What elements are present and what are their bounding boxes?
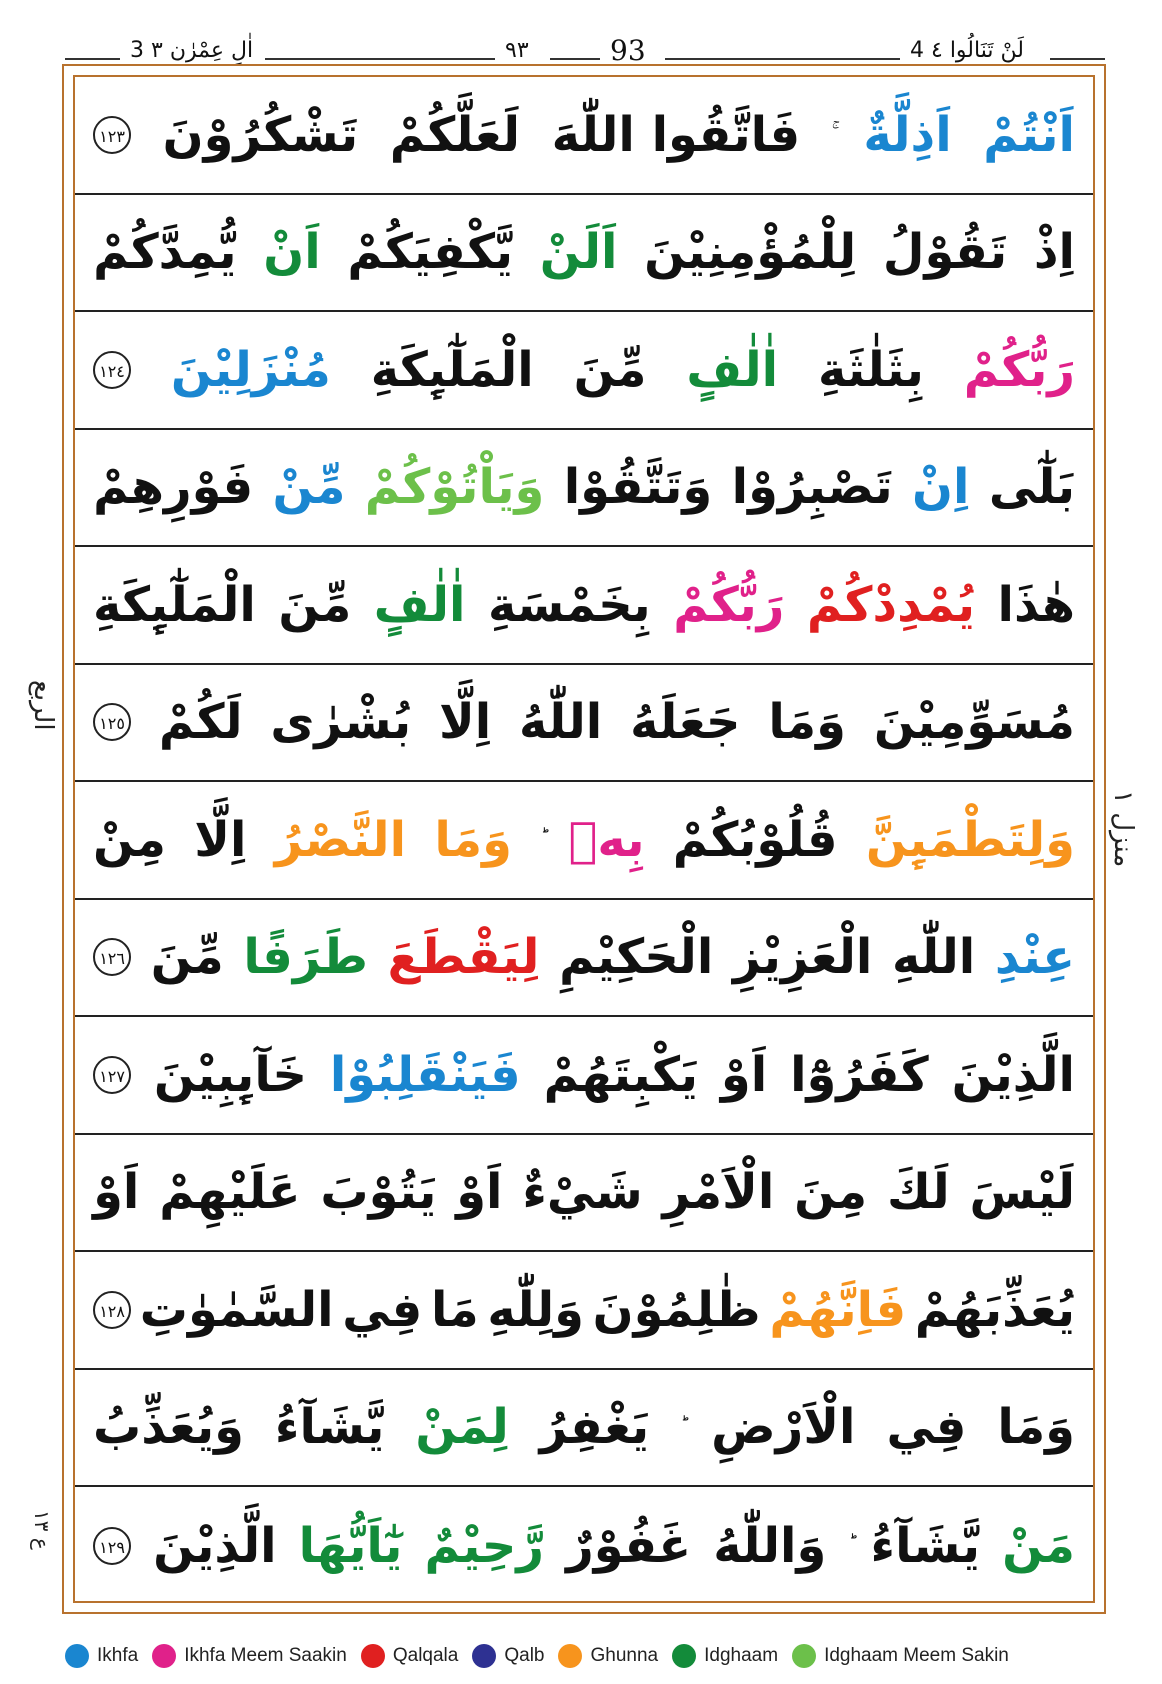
verse-word: يٰٓاَيُّهَا: [298, 1517, 403, 1574]
header-rule: [265, 58, 495, 60]
verse-word: مِّنْ: [272, 459, 346, 516]
text-line: [75, 1487, 1093, 1605]
verse-word: فِي: [886, 1399, 967, 1456]
verse-word: وَلِلّٰهِ: [487, 1281, 584, 1338]
verse-word: اِلَّا: [194, 811, 247, 868]
verse-word: يَّشَآءُ: [870, 1517, 980, 1574]
header-rule: [1050, 58, 1105, 60]
verse-word: وَاللّٰهُ: [713, 1517, 827, 1574]
verse-word: تَشْكُرُوْنَ: [162, 106, 359, 163]
verse-word: بِثَلٰثَةِ: [817, 341, 924, 398]
ayah-number: ١٢٨: [93, 1291, 131, 1329]
verse-word: وَيَاْتُوْكُمْ: [364, 459, 545, 516]
text-line: [75, 195, 1093, 313]
verse-word: اَوْ: [720, 1046, 768, 1103]
verse-word: وَمَا: [768, 694, 846, 751]
verse-word: النَّصْرُ: [274, 811, 407, 868]
text-line: [75, 665, 1093, 783]
verse-word: لِمَنْ: [415, 1399, 509, 1456]
legend-dot-icon: [792, 1644, 816, 1668]
text-line: [75, 430, 1093, 548]
verse-word: فِي: [342, 1281, 423, 1338]
text-line: [75, 547, 1093, 665]
tajweed-legend: [65, 1640, 1125, 1672]
juz-name: 4 لَنْ تَنَالُوا ٤: [910, 38, 1024, 63]
verse-word: مِّنَ: [278, 576, 352, 633]
verse-word: لَكُمْ: [158, 694, 243, 751]
verse-word: يُّمِدَّكُمْ: [93, 224, 237, 281]
verse-word: ظٰلِمُوْنَ: [592, 1281, 761, 1338]
legend-item: [152, 1644, 347, 1668]
verse-word: طَرَفًا: [243, 929, 368, 986]
verse-word: يَتُوْبَ: [320, 1164, 437, 1221]
verse-word: الْمَلٰٓىِٕكَةِ: [93, 576, 256, 633]
verse-word: بُشْرٰى: [270, 694, 412, 751]
text-line: [75, 782, 1093, 900]
verse-word: يُمْدِدْكُمْ: [806, 576, 976, 633]
legend-item: [792, 1644, 1009, 1668]
text-line: [75, 1135, 1093, 1253]
header-rule: [550, 58, 600, 60]
verse-word: يُعَذِّبَهُمْ: [914, 1281, 1075, 1338]
verse-word: اَلَنْ: [539, 224, 618, 281]
verse-word: عَلَيْهِمْ: [159, 1164, 301, 1221]
text-line: [75, 312, 1093, 430]
verse-word: اِنْ: [912, 459, 970, 516]
legend-item: [558, 1644, 658, 1668]
verse-word: اَنْ: [263, 224, 321, 281]
legend-dot-icon: [558, 1644, 582, 1668]
verse-word: اِلَّا: [438, 694, 492, 751]
legend-label: Qalb: [504, 1645, 545, 1666]
verse-word: مِنَ: [794, 1164, 868, 1221]
verse-word: وَمَا: [997, 1399, 1075, 1456]
verse-word: اٰلٰفٍ: [686, 341, 779, 398]
verse-word: الَّذِيْنَ: [153, 1517, 277, 1574]
legend-item: [472, 1644, 544, 1668]
ayah-number: ١٢٧: [93, 1056, 131, 1094]
page-frame-inner: [73, 75, 1095, 1603]
legend-label: Idghaam: [704, 1645, 779, 1666]
text-line: [75, 900, 1093, 1018]
legend-label: Ghunna: [590, 1645, 659, 1666]
verse-word: مَا: [430, 1281, 479, 1338]
surah-name: 3 اٰلِ عِمْرٰن ٣: [130, 38, 254, 63]
verse-word: اللّٰهِ: [892, 929, 976, 986]
verse-word: اَذِلَّةٌ: [863, 106, 952, 163]
verse-word: لِلْمُؤْمِنِيْنَ: [644, 224, 857, 281]
rub-marker: الربع: [28, 680, 58, 731]
legend-dot-icon: [361, 1644, 385, 1668]
legend-dot-icon: [65, 1644, 89, 1668]
legend-item: [361, 1644, 459, 1668]
verse-word: بِخَمْسَةِ: [487, 576, 651, 633]
verse-word: الْاَمْرِ: [662, 1164, 775, 1221]
ayah-number: ١٢٥: [93, 703, 131, 741]
verse-word: وَلِتَطْمَىِٕنَّ: [865, 811, 1075, 868]
legend-item: [65, 1644, 138, 1668]
verse-word: شَيْءٌ: [522, 1164, 643, 1221]
verse-word: قُلُوْبُكُمْ: [672, 811, 838, 868]
verse-word: وَيُعَذِّبُ: [93, 1399, 244, 1456]
verse-word: مِنْ: [93, 811, 166, 868]
page-number: 93: [610, 34, 646, 67]
verse-word: اللّٰهُ: [519, 694, 603, 751]
verse-word: يَغْفِرُ: [539, 1399, 650, 1456]
ayah-number: ١٢٣: [93, 116, 131, 154]
page-number-urdu: ٩٣: [505, 38, 529, 63]
verse-word: الْعَزِيْزِ: [732, 929, 873, 986]
verse-word: الْحَكِيْمِ: [559, 929, 714, 986]
verse-word: خَآىِٕبِيْنَ: [153, 1046, 307, 1103]
verse-word: فَيَنْقَلِبُوْا: [329, 1046, 521, 1103]
verse-word: الْاَرْضِ: [711, 1399, 856, 1456]
verse-word: تَصْبِرُوْا: [731, 459, 893, 516]
verse-word: وَمَا: [434, 811, 512, 868]
verse-word: فَوْرِهِمْ: [93, 459, 254, 516]
legend-dot-icon: [672, 1644, 696, 1668]
verse-word: مُنْزَلِيْنَ: [170, 341, 331, 398]
legend-dot-icon: [152, 1644, 176, 1668]
header-rule: [65, 58, 120, 60]
verse-word: فَاِنَّهُمْ: [769, 1281, 907, 1338]
verse-word: اَوْ: [93, 1164, 140, 1221]
quran-text: [75, 77, 1093, 1601]
verse-word: يَّشَآءُ: [274, 1399, 385, 1456]
legend-label: Ikhfa: [97, 1645, 139, 1666]
verse-word: فَاتَّقُوا اللّٰهَ: [551, 106, 801, 163]
verse-word: رَبُّكُمْ: [963, 341, 1075, 398]
ayah-number: ١٢٩: [93, 1527, 131, 1565]
text-line: [75, 1017, 1093, 1135]
verse-word: رَبُّكُمْ: [673, 576, 785, 633]
ruku-marker: ع ١٣: [30, 1510, 54, 1550]
header-rule: [665, 58, 900, 60]
verse-word: جَعَلَهُ: [630, 694, 741, 751]
verse-word: اِذْ: [1033, 224, 1075, 281]
verse-word: اٰلٰفٍ: [373, 576, 466, 633]
verse-word: مِّنَ: [573, 341, 647, 398]
verse-word: يَّكْفِيَكُمْ: [347, 224, 514, 281]
verse-word: الْمَلٰٓىِٕكَةِ: [370, 341, 534, 398]
verse-word: وَتَتَّقُوْا: [563, 459, 713, 516]
verse-word: لَكَ: [886, 1164, 950, 1221]
verse-word: بِهٖ: [568, 811, 645, 868]
manzil-marker: منزل ١: [1108, 790, 1138, 868]
legend-label: Ikhfa Meem Saakin: [184, 1645, 347, 1666]
verse-word: عِنْدِ: [994, 929, 1075, 986]
verse-word: الَّذِيْنَ: [951, 1046, 1075, 1103]
legend-item: [672, 1644, 778, 1668]
legend-label: Qalqala: [392, 1645, 459, 1666]
legend-label: Idghaam Meem Sakin: [824, 1645, 1009, 1666]
verse-word: تَقُوْلُ: [882, 224, 1008, 281]
verse-word: يَكْبِتَهُمْ: [543, 1046, 699, 1103]
ayah-number: ١٢٤: [93, 351, 131, 389]
verse-word: اَنْتُمْ: [983, 106, 1075, 163]
verse-word: كَفَرُوْٓا: [790, 1046, 929, 1103]
verse-word: مُسَوِّمِيْنَ: [873, 694, 1075, 751]
verse-word: السَّمٰوٰتِ: [139, 1281, 334, 1338]
verse-word: بَلٰٓى: [988, 459, 1075, 516]
verse-word: لَيْسَ: [969, 1164, 1075, 1221]
verse-word: غَفُوْرٌ: [566, 1517, 692, 1574]
verse-word: هٰذَا: [997, 576, 1075, 633]
text-line: [75, 1252, 1093, 1370]
legend-dot-icon: [472, 1644, 496, 1668]
verse-word: لِيَقْطَعَ: [387, 929, 540, 986]
verse-word: اَوْ: [456, 1164, 503, 1221]
verse-word: مِّنَ: [150, 929, 224, 986]
verse-word: مَنْ: [1002, 1517, 1075, 1574]
text-line: [75, 1370, 1093, 1488]
ayah-number: ١٢٦: [93, 938, 131, 976]
verse-word: رَّحِيْمٌ: [424, 1517, 545, 1574]
text-line: [75, 77, 1093, 195]
verse-word: لَعَلَّكُمْ: [389, 106, 521, 163]
